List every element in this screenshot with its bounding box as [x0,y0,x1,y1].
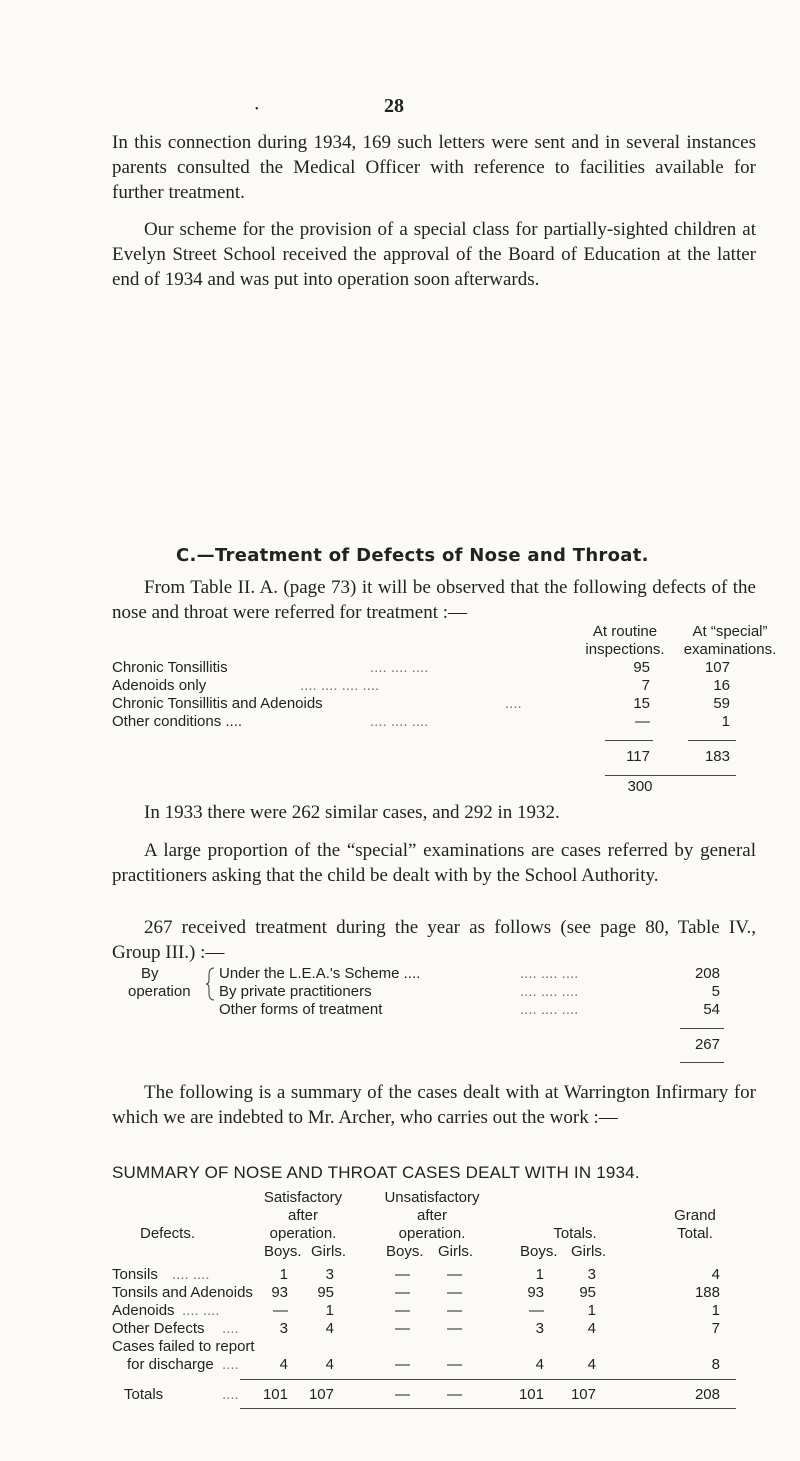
paragraph-treatment: 267 received treatment during the year as follows (see page 80, Table IV., Group III.) :— [112,917,756,963]
satisfactory-header-1: Satisfactory [263,1189,343,1206]
rule [605,740,653,741]
sat-boys: 93 [271,1284,288,1301]
total-girls: 107 [570,1386,596,1403]
sat-girls: 107 [308,1386,334,1403]
paragraph-special: A large proportion of the “special” examinations are cases referred by general practitioners asking that the child be dealt with by the School Authority. [112,840,756,886]
treatment-row-label: Under the L.E.A.'s Scheme .... [219,965,421,982]
unsat-girls: — [447,1302,462,1319]
special-value: 16 [713,677,730,694]
rule [240,1408,736,1409]
girls-header: Girls. [571,1243,606,1260]
summary-row-label: Tonsils [112,1266,158,1283]
summary-row-label: Tonsils and Adenoids [112,1284,253,1301]
paragraph-letters: In this connection during 1934, 169 such letters were sent and in several instances parents consulted the Medical Officer with reference to facilities available for further treatment. [112,132,756,203]
totals-label: Totals [124,1386,164,1403]
sat-boys: — [273,1302,288,1319]
unsatisfactory-header-3: operation. [398,1225,466,1242]
treatment-row-label: By private practitioners [219,983,372,1000]
summary-row-label-cont: for discharge [127,1356,214,1373]
grand-total: 300 [627,778,653,795]
unsat-boys: — [395,1320,410,1337]
unsat-girls: — [447,1320,462,1337]
special-value: 59 [713,695,730,712]
unsat-girls: — [447,1386,462,1403]
sat-girls: 3 [325,1266,334,1283]
total-girls: 4 [587,1356,596,1373]
summary-row-label: Cases failed to report [112,1338,255,1355]
treatment-row-dots: .... .... .... [520,983,579,1000]
unsat-boys: — [395,1266,410,1283]
treatment-value: 54 [703,1001,720,1018]
boys-header: Boys. [264,1243,302,1260]
summary-row-dots: .... .... [172,1266,210,1283]
col-special-header-2: examinations. [683,641,777,658]
routine-value: 95 [633,659,650,676]
rule [680,1062,724,1063]
summary-row-dots: .... [222,1320,239,1337]
section-heading: C.—Treatment of Defects of Nose and Throat. [176,545,649,566]
sat-boys: 4 [279,1356,288,1373]
treatment-value: 208 [694,965,720,982]
sat-boys: 1 [279,1266,288,1283]
grand-total: 7 [711,1320,720,1337]
paragraph-comparison: In 1933 there were 262 similar cases, and 292 in 1932. [144,802,560,823]
summary-title: SUMMARY OF NOSE AND THROAT CASES DEALT WITH IN 1934. [112,1163,640,1182]
brace-icon [206,966,216,1002]
row-label: Chronic Tonsillitis [112,659,228,676]
summary-row-dots: .... [222,1356,239,1373]
special-value: 1 [721,713,730,730]
unsat-boys: — [395,1356,410,1373]
total-boys: — [529,1302,544,1319]
sat-girls: 4 [325,1320,334,1337]
unsatisfactory-header-2: after [416,1207,447,1224]
row-dots: .... .... .... .... [300,677,380,694]
unsat-girls: — [447,1266,462,1283]
rule [605,775,736,776]
sat-girls: 4 [325,1356,334,1373]
summary-row-dots: .... [222,1386,239,1403]
grand-total: 208 [694,1386,720,1403]
total-boys: 93 [527,1284,544,1301]
routine-value: 15 [633,695,650,712]
unsat-girls: — [447,1284,462,1301]
row-dots: .... .... .... [370,713,429,730]
sat-girls: 1 [325,1302,334,1319]
total-boys: 3 [535,1320,544,1337]
treatment-value: 5 [711,983,720,1000]
summary-row-label: Other Defects [112,1320,205,1337]
rule [680,1028,724,1029]
col-special-header-1: At “special” [692,623,768,640]
treatment-total: 267 [694,1036,720,1053]
total-boys: 1 [535,1266,544,1283]
unsatisfactory-header-1: Unsatisfactory [384,1189,480,1206]
unsat-girls: — [447,1356,462,1373]
paragraph-partially-sighted: Our scheme for the provision of a special class for partially-sighted children at Evelyn Street School received the approval of the Board of Education at the latter end of 1934 and was put into operation soon afterwards. [112,219,756,290]
routine-total: 117 [626,748,650,765]
total-girls: 3 [587,1266,596,1283]
total-boys: 4 [535,1356,544,1373]
girls-header: Girls. [438,1243,473,1260]
grand-total: 4 [711,1266,720,1283]
totals-header: Totals. [553,1225,597,1242]
sat-boys: 3 [279,1320,288,1337]
operation-label: operation [128,983,191,1000]
grand-header-1: Grand [674,1207,716,1224]
sat-boys: 101 [262,1386,288,1403]
defects-header: Defects. [140,1225,196,1242]
routine-value: 7 [641,677,650,694]
girls-header: Girls. [311,1243,346,1260]
row-label: Adenoids only [112,677,207,694]
treatment-row-dots: .... .... .... [520,1001,579,1018]
special-total: 183 [704,748,730,765]
unsat-boys: — [395,1284,410,1301]
rule [240,1379,736,1380]
summary-row-dots: .... .... [182,1302,220,1319]
grand-total: 8 [711,1356,720,1373]
satisfactory-header-3: operation. [269,1225,337,1242]
total-girls: 4 [587,1320,596,1337]
treatment-row-dots: .... .... .... [520,965,579,982]
unsat-boys: — [395,1386,410,1403]
sat-girls: 95 [317,1284,334,1301]
special-value: 107 [704,659,730,676]
margin-marker: • [255,104,259,115]
paragraph-summary-intro: The following is a summary of the cases dealt with at Warrington Infirmary for which we are indebted to Mr. Archer, who carries out the work :— [112,1082,756,1128]
total-girls: 95 [579,1284,596,1301]
total-boys: 101 [518,1386,544,1403]
page-number: 28 [384,95,404,117]
grand-total: 1 [711,1302,720,1319]
paragraph-intro: From Table II. A. (page 73) it will be observed that the following defects of the nose and throat were referred for treatment :— [112,577,756,623]
routine-value: — [635,713,650,730]
row-dots: .... [505,695,522,712]
unsat-boys: — [395,1302,410,1319]
row-dots: .... .... .... [370,659,429,676]
row-label: Other conditions .... [112,713,243,730]
treatment-row-label: Other forms of treatment [219,1001,383,1018]
total-girls: 1 [587,1302,596,1319]
boys-header: Boys. [386,1243,424,1260]
by-label: By [141,965,159,982]
col-routine-header-1: At routine [592,623,658,640]
row-label: Chronic Tonsillitis and Adenoids [112,695,323,712]
boys-header: Boys. [520,1243,558,1260]
grand-total: 188 [694,1284,720,1301]
satisfactory-header-2: after [287,1207,318,1224]
rule [688,740,736,741]
col-routine-header-2: inspections. [585,641,665,658]
grand-header-2: Total. [677,1225,713,1242]
summary-row-label: Adenoids [112,1302,175,1319]
